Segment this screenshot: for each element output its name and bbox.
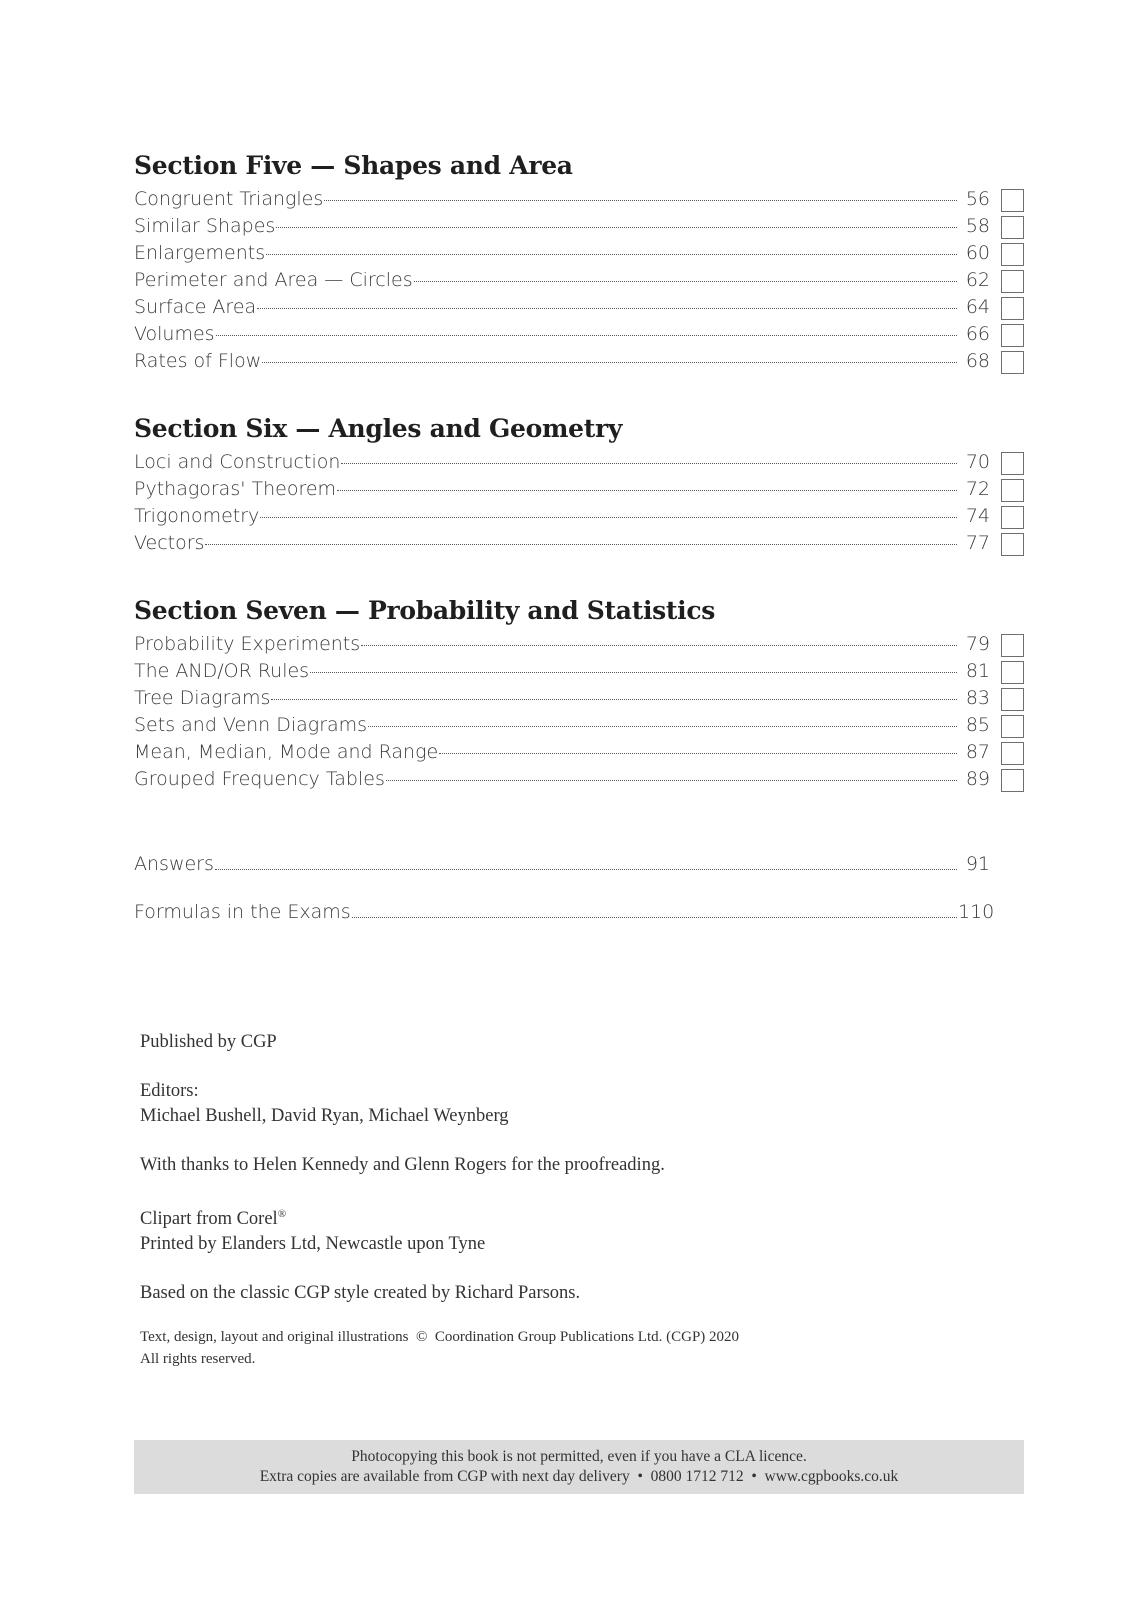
entry-page-number: 64	[965, 296, 990, 318]
section-title: Section Six — Angles and Geometry	[134, 414, 623, 443]
entry-page-number: 62	[965, 269, 990, 291]
dot-leader	[260, 517, 957, 518]
tick-box[interactable]	[1001, 634, 1024, 657]
dot-leader	[257, 308, 957, 309]
toc-entry	[134, 505, 1024, 532]
dot-leader	[271, 699, 957, 700]
entry-page-number: 83	[965, 687, 990, 709]
toc-entry	[134, 532, 1024, 559]
tick-box[interactable]	[1001, 324, 1024, 347]
tick-box[interactable]	[1001, 715, 1024, 738]
dot-leader	[324, 200, 957, 201]
entry-label: Vectors	[134, 532, 205, 554]
entry-page-number: 89	[965, 768, 990, 790]
editors-block	[140, 1079, 1000, 1129]
entry-label: Perimeter and Area — Circles	[134, 269, 413, 291]
tick-box[interactable]	[1001, 452, 1024, 475]
toc-entry	[134, 350, 1024, 377]
entry-label: The AND/OR Rules	[134, 660, 310, 682]
toc-entry	[134, 269, 1024, 296]
toc-entry	[134, 323, 1024, 350]
entry-label: Enlargements	[134, 242, 266, 264]
entry-page-number: 87	[965, 741, 990, 763]
entry-page-number: 79	[965, 633, 990, 655]
toc-entry	[134, 188, 1024, 215]
dot-leader	[414, 281, 957, 282]
dot-leader	[262, 362, 957, 363]
entry-page-number: 72	[965, 478, 990, 500]
entry-label: Volumes	[134, 323, 215, 345]
dot-leader	[266, 254, 957, 255]
entry-page-number: 81	[965, 660, 990, 682]
toc-entry	[134, 633, 1024, 660]
dot-leader	[341, 463, 957, 464]
toc-entry	[134, 296, 1024, 323]
tick-box[interactable]	[1001, 216, 1024, 239]
table-of-contents	[134, 150, 1024, 831]
editors-heading: Editors:	[140, 1081, 199, 1101]
copyright-block	[140, 1326, 1000, 1370]
dot-leader	[310, 672, 957, 673]
tick-box[interactable]	[1001, 351, 1024, 374]
entry-label: Grouped Frequency Tables	[134, 768, 385, 790]
copyright-line: Text, design, layout and original illustrations © Coordination Group Publications Ltd. (CGP) 2020	[140, 1329, 740, 1346]
toc-entry	[134, 660, 1024, 687]
tick-box[interactable]	[1001, 189, 1024, 212]
entry-label: Congruent Triangles	[134, 188, 324, 210]
tick-box[interactable]	[1001, 688, 1024, 711]
dot-leader	[215, 869, 957, 870]
dot-leader	[205, 544, 957, 545]
published-by: Published by CGP	[140, 1032, 277, 1052]
registered-mark: ®	[277, 1208, 287, 1220]
tick-box[interactable]	[1001, 297, 1024, 320]
section-title: Section Seven — Probability and Statistics	[134, 596, 716, 625]
toc-entry	[134, 768, 1024, 795]
entry-label: Loci and Construction	[134, 451, 341, 473]
dot-leader	[361, 645, 957, 646]
toc-entry	[134, 242, 1024, 269]
entry-page-number: 60	[965, 242, 990, 264]
entry-label: Tree Diagrams	[134, 687, 271, 709]
entry-page-number: 85	[965, 714, 990, 736]
entry-page-number: 74	[965, 505, 990, 527]
tick-box[interactable]	[1001, 270, 1024, 293]
toc-entry	[134, 215, 1024, 242]
tick-box[interactable]	[1001, 243, 1024, 266]
dot-leader	[386, 780, 957, 781]
toc-entry-answers	[134, 840, 990, 888]
entry-label: Probability Experiments	[134, 633, 361, 655]
based-on-line: Based on the classic CGP style created by Richard Parsons.	[140, 1283, 581, 1304]
clipart-printed-block	[140, 1202, 1000, 1257]
entry-page-number: 66	[965, 323, 990, 345]
banner-line-2: Extra copies are available from CGP with next day delivery • 0800 1712 712 • www.cgpbooks.co.uk	[259, 1468, 899, 1485]
toc-entry-formulas	[134, 888, 995, 936]
entry-label: Surface Area	[134, 296, 257, 318]
entry-label: Pythagoras' Theorem	[134, 478, 337, 500]
entry-page-number: 68	[965, 350, 990, 372]
toc-section-six	[134, 413, 1024, 559]
publication-credits	[140, 1030, 1000, 1394]
tick-box[interactable]	[1001, 769, 1024, 792]
tick-box[interactable]	[1001, 506, 1024, 529]
banner-line-1: Photocopying this book is not permitted, even if you have a CLA licence.	[351, 1448, 807, 1465]
editors-names: Michael Bushell, David Ryan, Michael Weynberg	[140, 1106, 509, 1126]
toc-extras	[134, 840, 995, 936]
toc-entry	[134, 451, 1024, 478]
dot-leader	[216, 335, 957, 336]
entry-label: Rates of Flow	[134, 350, 262, 372]
entry-label: Mean, Median, Mode and Range	[134, 741, 439, 763]
entry-page-number: 91	[965, 853, 990, 875]
dot-leader	[337, 490, 957, 491]
rights-line: All rights reserved.	[140, 1351, 256, 1368]
entry-page-number: 70	[965, 451, 990, 473]
tick-box[interactable]	[1001, 479, 1024, 502]
toc-section-five	[134, 150, 1024, 377]
dot-leader	[439, 753, 957, 754]
entry-label: Formulas in the Exams	[134, 901, 351, 923]
tick-box[interactable]	[1001, 533, 1024, 556]
tick-box[interactable]	[1001, 661, 1024, 684]
entry-label: Sets and Venn Diagrams	[134, 714, 368, 736]
toc-section-seven	[134, 595, 1024, 795]
entry-page-number: 58	[965, 215, 990, 237]
clipart-line: Clipart from Corel	[140, 1209, 278, 1230]
entry-label: Trigonometry	[134, 505, 260, 527]
entry-page-number: 77	[965, 532, 990, 554]
section-title: Section Five — Shapes and Area	[134, 151, 573, 180]
entry-page-number: 56	[965, 188, 990, 210]
toc-entry	[134, 687, 1024, 714]
printed-line: Printed by Elanders Ltd, Newcastle upon Tyne	[140, 1234, 486, 1255]
dot-leader	[352, 917, 957, 918]
toc-entry	[134, 741, 1024, 768]
entry-page-number: 110	[958, 901, 995, 923]
entry-label: Similar Shapes	[134, 215, 276, 237]
toc-entry	[134, 478, 1024, 505]
entry-label: Answers	[134, 853, 214, 875]
tick-box[interactable]	[1001, 742, 1024, 765]
thanks-line: With thanks to Helen Kennedy and Glenn Rogers for the proofreading.	[140, 1155, 665, 1175]
dot-leader	[368, 726, 957, 727]
toc-entry	[134, 714, 1024, 741]
dot-leader	[276, 227, 957, 228]
photocopy-notice-banner	[134, 1440, 1024, 1494]
